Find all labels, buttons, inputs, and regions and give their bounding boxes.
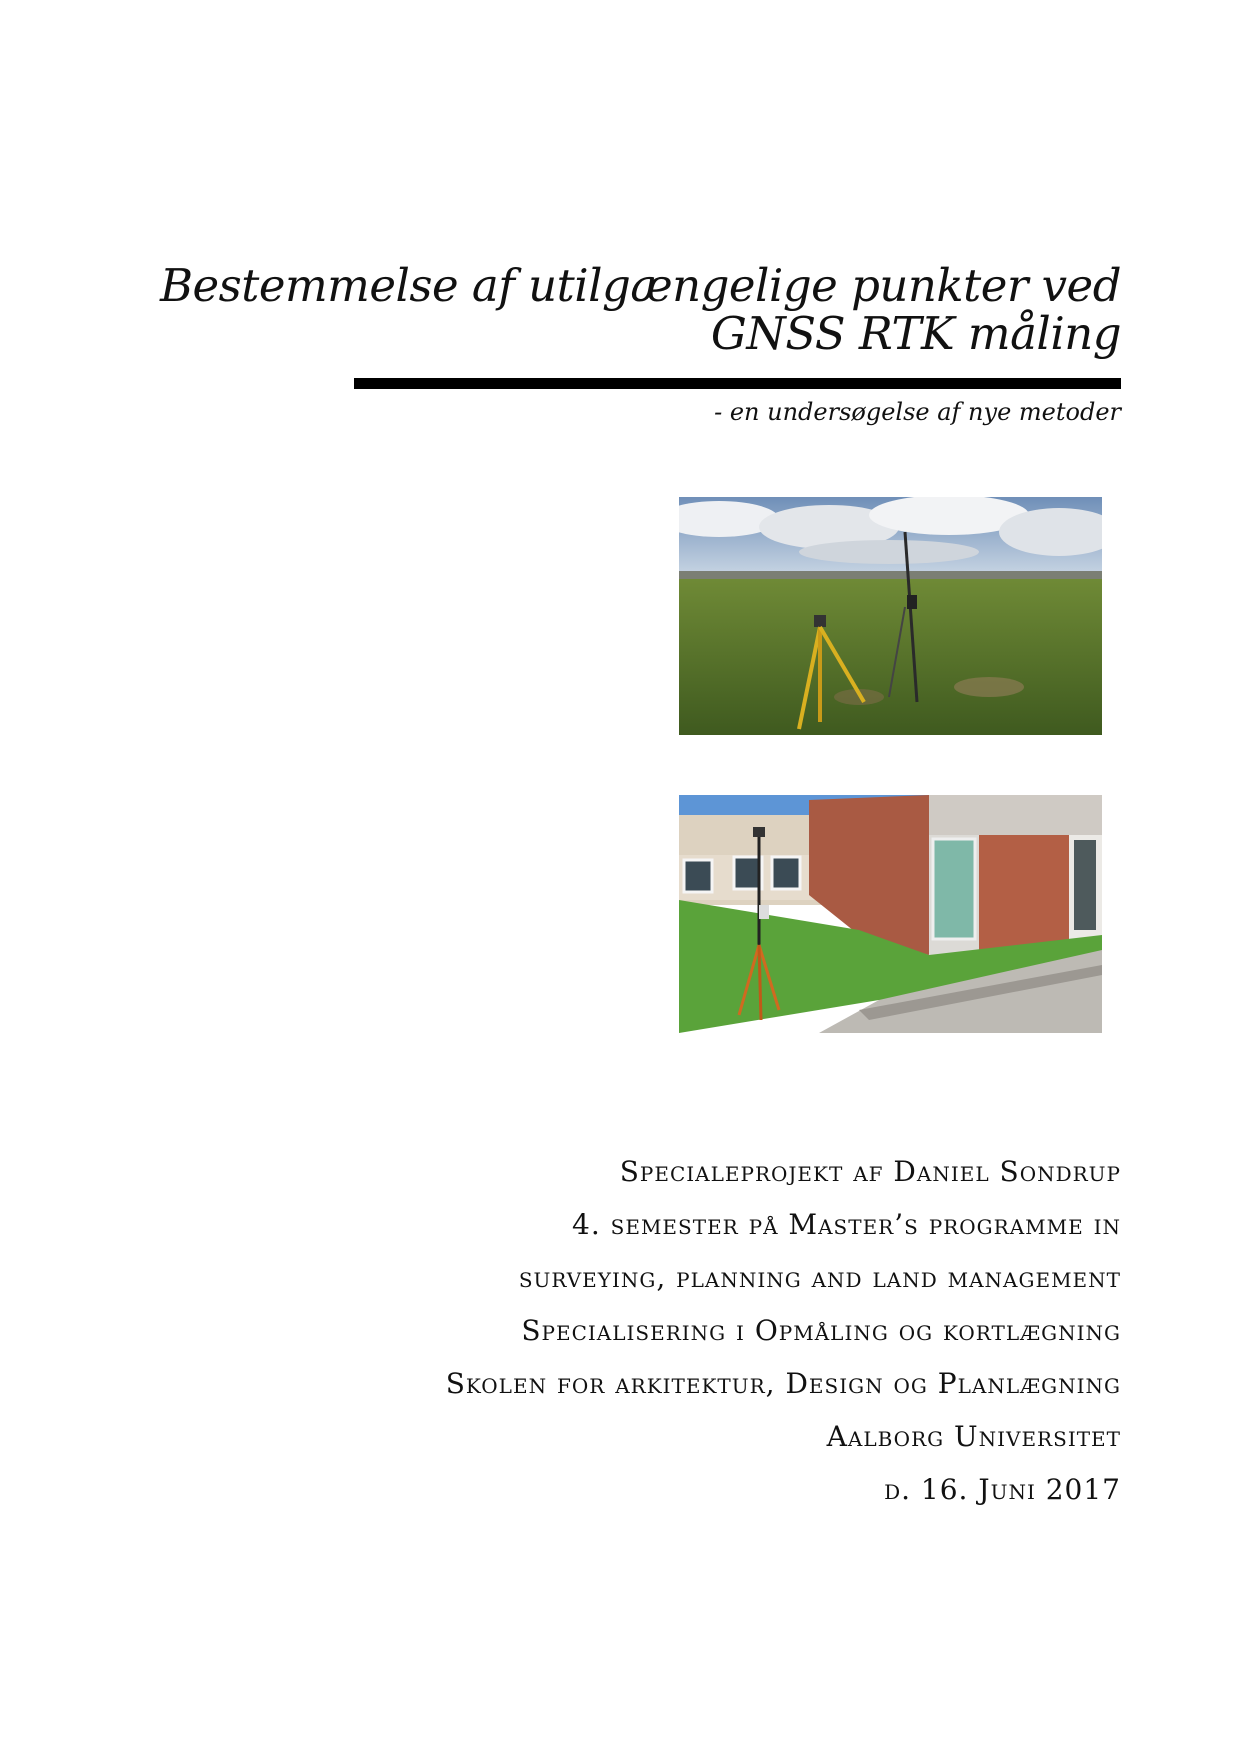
page-title bbox=[121, 259, 1121, 360]
info-specialisation: Specialisering i Opmåling og kortlægning bbox=[521, 1314, 1121, 1347]
gnss-building-photo bbox=[679, 795, 1102, 1033]
gnss-field-photo bbox=[679, 497, 1102, 735]
info-author: Specialeprojekt af Daniel Sondrup bbox=[619, 1155, 1121, 1188]
title-line-2: GNSS RTK måling bbox=[710, 307, 1121, 360]
title-divider bbox=[354, 378, 1121, 389]
info-school: Skolen for arkitektur, Design og Planlægning bbox=[445, 1367, 1121, 1400]
subtitle: - en undersøgelse af nye metoder bbox=[714, 398, 1121, 426]
info-university: Aalborg Universitet bbox=[826, 1420, 1121, 1453]
info-date: d. 16. Juni 2017 bbox=[884, 1473, 1121, 1506]
info-semester: 4. semester på Master’s programme in bbox=[572, 1208, 1121, 1241]
title-line-1: Bestemmelse af utilgængelige punkter ved bbox=[159, 259, 1121, 312]
project-info bbox=[221, 1145, 1121, 1516]
info-programme: surveying, planning and land management bbox=[518, 1261, 1121, 1294]
